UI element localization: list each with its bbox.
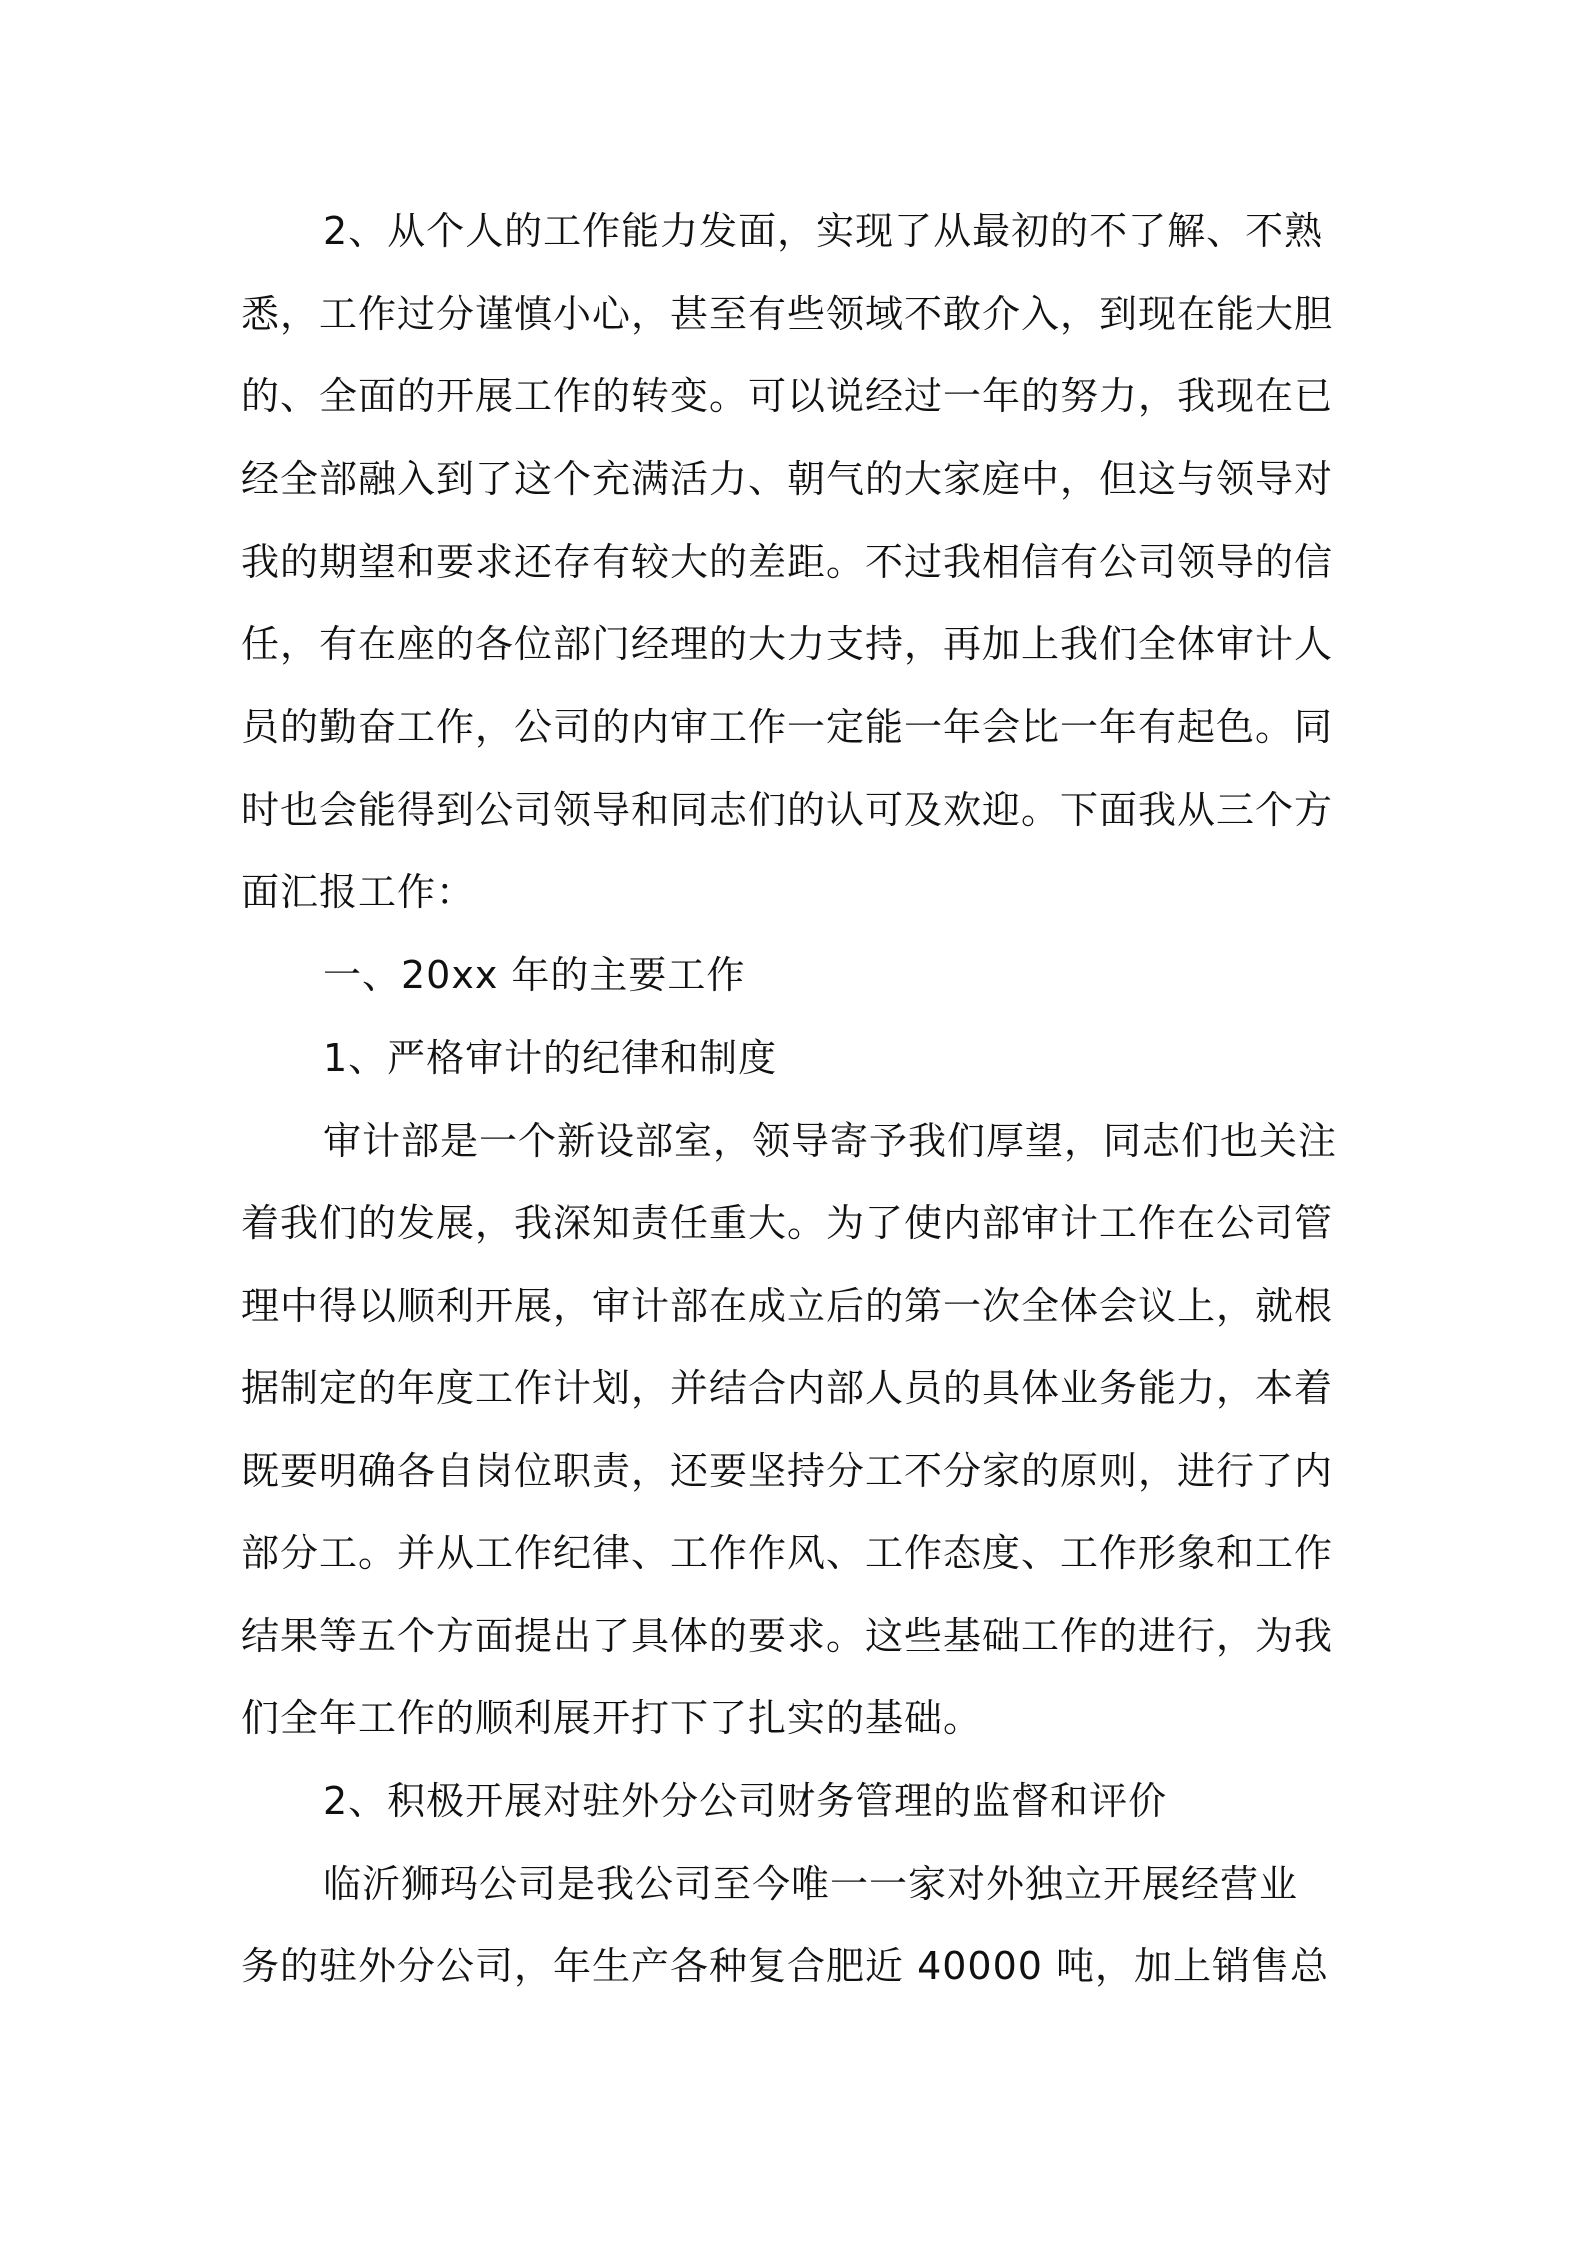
paragraph-line: 任，有在座的各位部门经理的大力支持，再加上我们全体审计人 [241,622,1334,666]
paragraph-line: 着我们的发展，我深知责任重大。为了使内部审计工作在公司管 [241,1201,1334,1245]
paragraph-line: 务的驻外分公司，年生产各种复合肥近 40000 吨，加上销售总 [241,1944,1330,1988]
subsection-heading: 2、积极开展对驻外分公司财务管理的监督和评价 [323,1779,1168,1823]
section-heading: 一、20xx 年的主要工作 [323,953,746,997]
paragraph-line: 据制定的年度工作计划，并结合内部人员的具体业务能力，本着 [241,1366,1334,1410]
paragraph-line: 结果等五个方面提出了具体的要求。这些基础工作的进行，为我 [241,1614,1334,1658]
paragraph-line: 悉，工作过分谨慎小心，甚至有些领域不敢介入，到现在能大胆 [241,292,1334,336]
paragraph-line: 们全年工作的顺利展开打下了扎实的基础。 [241,1696,983,1740]
paragraph-line: 的、全面的开展工作的转变。可以说经过一年的努力，我现在已 [241,374,1334,418]
paragraph-line: 既要明确各自岗位职责，还要坚持分工不分家的原则，进行了内 [241,1449,1334,1493]
paragraph-line: 面汇报工作： [241,870,476,914]
paragraph-line: 我的期望和要求还存有较大的差距。不过我相信有公司领导的信 [241,540,1334,584]
subsection-heading: 1、严格审计的纪律和制度 [323,1036,778,1080]
paragraph-line: 临沂狮玛公司是我公司至今唯一一家对外独立开展经营业 [323,1862,1299,1906]
paragraph-line: 理中得以顺利开展，审计部在成立后的第一次全体会议上，就根 [241,1284,1334,1328]
paragraph-line: 审计部是一个新设部室，领导寄予我们厚望，同志们也关注 [323,1119,1338,1163]
paragraph-line: 2、从个人的工作能力发面，实现了从最初的不了解、不熟 [323,209,1324,253]
paragraph-line: 时也会能得到公司领导和同志们的认可及欢迎。下面我从三个方 [241,788,1334,832]
paragraph-line: 员的勤奋工作，公司的内审工作一定能一年会比一年有起色。同 [241,705,1334,749]
paragraph-line: 经全部融入到了这个充满活力、朝气的大家庭中，但这与领导对 [241,457,1334,501]
paragraph-line: 部分工。并从工作纪律、工作作风、工作态度、工作形象和工作 [241,1531,1334,1575]
